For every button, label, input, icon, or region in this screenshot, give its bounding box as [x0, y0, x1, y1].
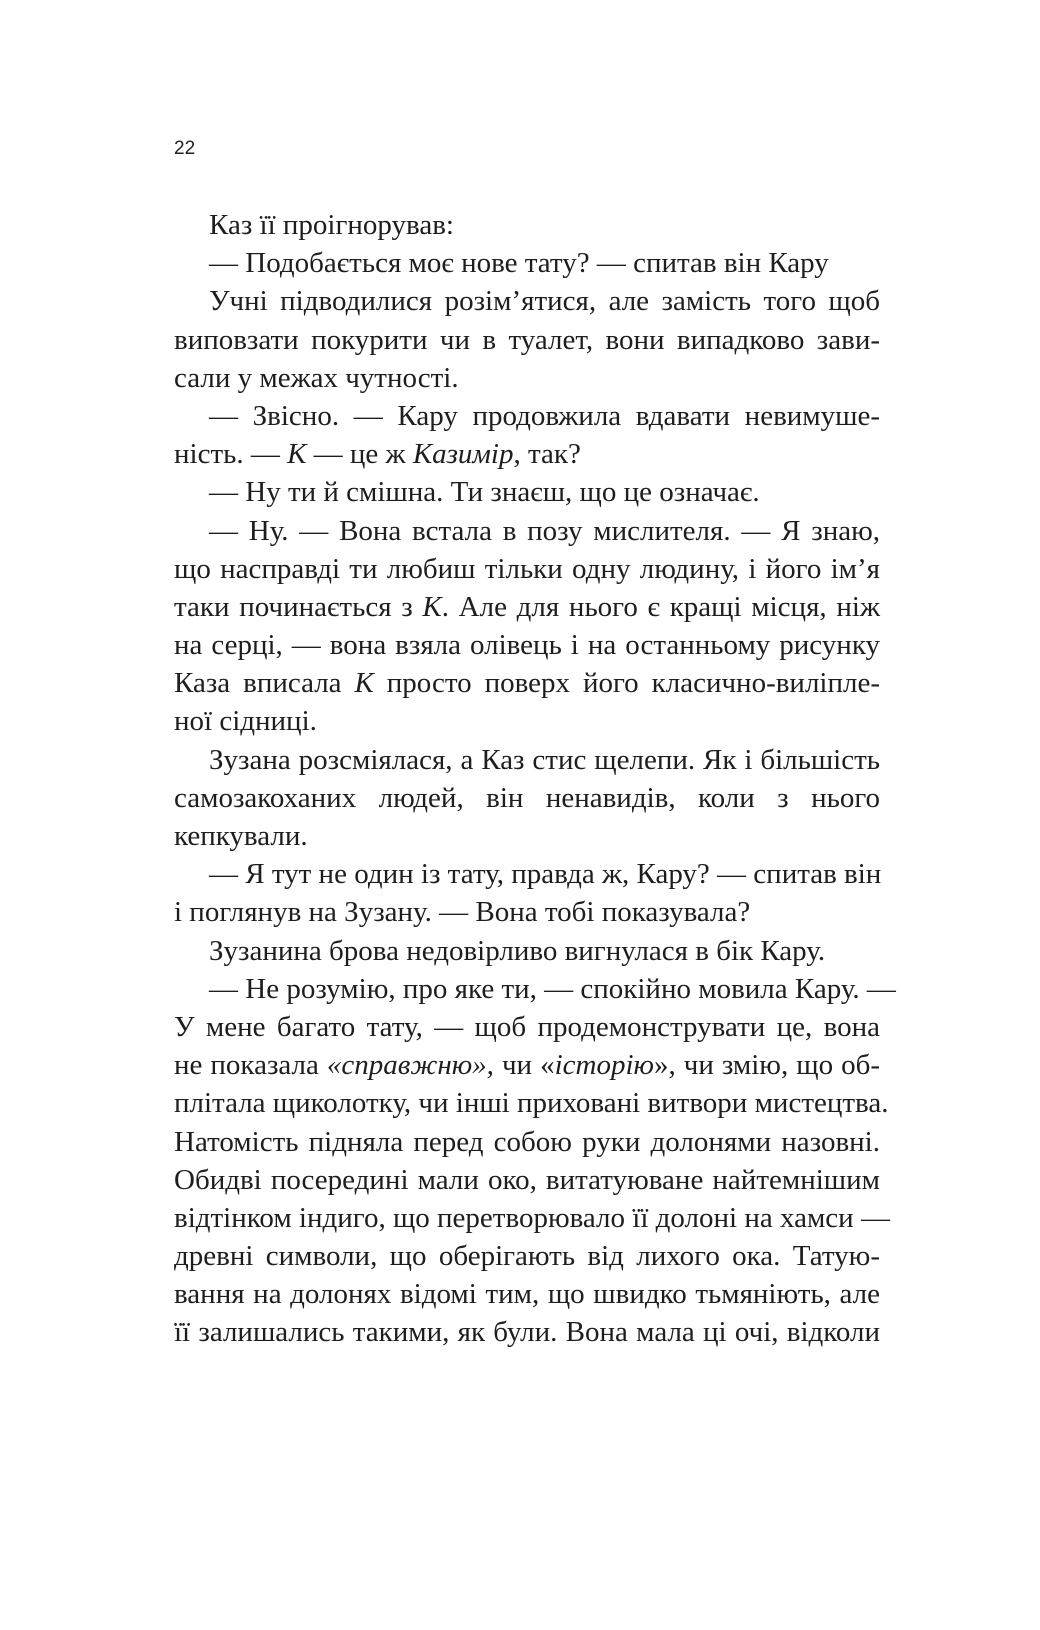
text-span: . Але для нього є кращі місця, ніж: [441, 590, 880, 623]
text-span: — Ну ти й смішна. Ти знаєш, що це означає.: [209, 476, 760, 509]
text-line: [174, 702, 880, 740]
text-span: Зузана розсміялася, а Каз стис щелепи. Як і більшість: [209, 743, 880, 776]
text-line: [174, 1199, 890, 1237]
text-span: Каза вписала: [174, 667, 355, 700]
text-line: [174, 779, 880, 817]
text-line: [174, 817, 880, 855]
text-span: — Подобається моє нове тату? — спитав він Кару: [209, 247, 829, 280]
text-line: [174, 397, 880, 435]
text-line: [174, 1237, 880, 1275]
text-span: самозакоханих людей, він ненавидів, коли з нього: [174, 781, 880, 814]
text-line: [174, 1046, 880, 1084]
text-span: її залишались такими, як були. Вона мала ці очі, відколи: [174, 1316, 880, 1349]
text-line: [174, 626, 880, 664]
text-span: сали у межах чутності.: [174, 361, 459, 394]
text-span: — Ну. — Вона встала в позу мислителя. — Я знаю,: [209, 514, 880, 547]
text-line: [174, 1313, 880, 1351]
text-span: — це ж: [306, 438, 413, 471]
page-number: 22: [174, 138, 196, 159]
text-line: [174, 970, 896, 1008]
text-line: [174, 1084, 889, 1122]
text-line: [174, 1275, 880, 1313]
text-span: , так?: [513, 438, 581, 471]
italic-text: К: [354, 667, 374, 700]
body-text: [174, 206, 896, 1352]
text-span: — Не розумію, про яке ти, — спокійно мовила Кару. —: [209, 972, 896, 1005]
text-span: Учні підводилися розім’ятися, але замість того щоб: [209, 285, 880, 318]
text-span: », чи змію, що об-: [653, 1049, 881, 1082]
text-span: Каз її проігнорував:: [209, 209, 454, 241]
text-span: древні символи, що оберігають від лихого ока. Татую-: [174, 1240, 880, 1273]
text-line: [174, 282, 880, 320]
italic-text: історію: [554, 1049, 654, 1082]
text-span: У мене багато тату, — щоб продемонструвати це, вона: [174, 1010, 880, 1043]
text-span: чи «: [493, 1049, 555, 1082]
text-span: таки починається з: [174, 590, 423, 623]
text-line: [174, 244, 880, 282]
text-line: [174, 1123, 880, 1161]
text-line: [174, 664, 880, 702]
text-span: ність. —: [174, 438, 288, 471]
text-span: що насправді ти любиш тільки одну людину, і його ім’я: [174, 552, 880, 585]
text-span: відтінком індиго, що перетворювало її долоні на хамси —: [174, 1201, 890, 1234]
text-line: [174, 435, 880, 473]
text-span: не показала: [174, 1049, 327, 1082]
text-line: [174, 893, 880, 931]
text-span: Зузанина брова недовірливо вигнулася в бік Кару.: [209, 934, 826, 967]
text-line: [174, 512, 880, 550]
text-span: і поглянув на Зузану. — Вона тобі показувала?: [174, 896, 751, 929]
italic-text: К: [422, 590, 442, 623]
text-line: [174, 741, 880, 779]
text-line: [174, 321, 880, 359]
text-span: вання на долонях відомі тим, що швидко тьмяніють, але: [174, 1278, 880, 1311]
text-span: — Я тут не один із тату, правда ж, Кару? — спитав він: [209, 858, 882, 891]
text-span: виповзати покурити чи в туалет, вони випадково зави-: [174, 323, 880, 356]
text-line: [174, 932, 880, 970]
text-span: Обидві посередині мали око, витатуюване найтемнішим: [174, 1163, 880, 1196]
text-line: [174, 855, 880, 893]
text-line: [174, 588, 880, 626]
text-span: ної сідниці.: [174, 705, 317, 738]
text-line: [174, 473, 880, 511]
text-span: кепкували.: [174, 820, 308, 852]
text-span: плітала щиколотку, чи інші приховані витвори мистецтва.: [174, 1087, 889, 1120]
text-line: [174, 359, 880, 397]
text-line: [174, 1008, 880, 1046]
text-line: [174, 206, 880, 244]
italic-text: «справжню»,: [326, 1049, 494, 1082]
italic-text: К: [287, 438, 307, 471]
text-span: — Звісно. — Кару продовжила вдавати невимуше-: [209, 399, 880, 432]
text-span: на серці, — вона взяла олівець і на останньому рисунку: [174, 629, 880, 662]
text-span: Натомість підняла перед собою руки долонями назовні.: [174, 1125, 880, 1158]
text-line: [174, 1161, 880, 1199]
text-span: просто поверх його класично-виліпле-: [373, 667, 880, 700]
italic-text: Казимір: [412, 438, 514, 471]
text-line: [174, 550, 880, 588]
